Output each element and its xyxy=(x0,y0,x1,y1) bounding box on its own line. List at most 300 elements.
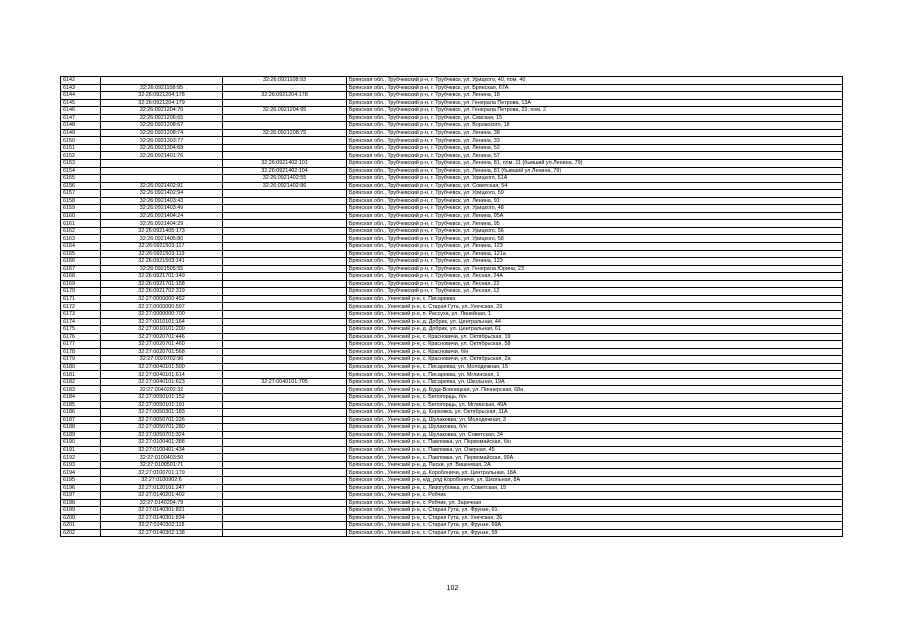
registry-table xyxy=(60,76,843,537)
table-row xyxy=(61,190,843,198)
row-number-cell: 6195 xyxy=(61,476,101,484)
table-row xyxy=(61,363,843,371)
cadastral-number-building-cell xyxy=(223,514,347,522)
row-number-cell: 6161 xyxy=(61,220,101,228)
cadastral-number-building-cell xyxy=(223,431,347,439)
cadastral-number-building-cell xyxy=(223,356,347,364)
table-row xyxy=(61,258,843,266)
cadastral-number-land-cell xyxy=(101,160,223,168)
address-cell: Брянская обл., Трубчевский р-н, г. Трубчевск, ул. Брянская, 67А xyxy=(347,84,843,92)
address-cell: Брянская обл., Трубчевский р-н, г. Трубчевск, ул. Ленина, 33 xyxy=(347,137,843,145)
cadastral-number-building-cell xyxy=(223,416,347,424)
table-row xyxy=(61,175,843,183)
address-cell: Брянская обл., Трубчевский р-н, г. Трубчевск, ул. Ленина, 123 xyxy=(347,258,843,266)
cadastral-number-building-cell xyxy=(223,152,347,160)
address-cell: Брянская обл., Унечский р-н, с. Красновичи, ул. Октябрьская, 19 xyxy=(347,333,843,341)
row-number-cell: 6169 xyxy=(61,280,101,288)
address-cell: Брянская обл., Трубчевский р-н, г. Трубчевск, ул. Урицкого, 59 xyxy=(347,190,843,198)
cadastral-number-building-cell xyxy=(223,469,347,477)
cadastral-number-land-cell: 32:26:0921404:24 xyxy=(101,212,223,220)
cadastral-number-land-cell xyxy=(101,77,223,85)
cadastral-number-building-cell: 32:26:0921208:75 xyxy=(223,129,347,137)
address-cell: Брянская обл., Трубчевский р-н, г. Трубчевск, ул. Ленина, 18 xyxy=(347,92,843,100)
cadastral-number-land-cell: 32:27:0010101:200 xyxy=(101,326,223,334)
cadastral-number-land-cell: 32:26:0921503:141 xyxy=(101,258,223,266)
address-cell: Брянская обл., Трубчевский р-н, г. Трубчевск, ул. Урицкого, 58 xyxy=(347,235,843,243)
cadastral-number-land-cell: 32:27:0140302:138 xyxy=(101,529,223,537)
cadastral-number-land-cell: 32:27:0020701:568 xyxy=(101,348,223,356)
cadastral-number-building-cell xyxy=(223,84,347,92)
cadastral-number-building-cell xyxy=(223,461,347,469)
row-number-cell: 6188 xyxy=(61,424,101,432)
address-cell: Брянская обл., Трубчевский р-н, г. Трубчевск, ул. Лесная, 22 xyxy=(347,280,843,288)
table-row xyxy=(61,137,843,145)
table-row xyxy=(61,182,843,190)
row-number-cell: 6192 xyxy=(61,454,101,462)
table-row xyxy=(61,205,843,213)
cadastral-number-land-cell: 32:27:0120101:247 xyxy=(101,484,223,492)
cadastral-number-land-cell: 32:27:0050101:191 xyxy=(101,401,223,409)
cadastral-number-building-cell xyxy=(223,250,347,258)
address-cell: Брянская обл., Унечский р-н, с. Старая Гута, ул. Унечская, 29 xyxy=(347,303,843,311)
row-number-cell: 6156 xyxy=(61,182,101,190)
cadastral-number-land-cell: 32:26:0921403:49 xyxy=(101,205,223,213)
address-cell: Брянская обл., Унечский р-н, с. Красновичи, ул. Октябрьская, 58 xyxy=(347,341,843,349)
address-cell: Брянская обл., Трубчевский р-н, г. Трубчевск, ул. Генерала Петрова, 23, пом. 2 xyxy=(347,107,843,115)
cadastral-number-land-cell: 32:27:0050301:183 xyxy=(101,409,223,417)
cadastral-number-land-cell: 32:26:0921701:158 xyxy=(101,280,223,288)
row-number-cell: 6149 xyxy=(61,129,101,137)
cadastral-number-building-cell xyxy=(223,265,347,273)
cadastral-number-building-cell xyxy=(223,318,347,326)
row-number-cell: 6189 xyxy=(61,431,101,439)
address-cell: Брянская обл., Трубчевский р-н, г. Трубчевск, ул. Ленина, 57 xyxy=(347,152,843,160)
address-cell: Брянская обл., Трубчевский р-н, г. Трубчевск, ул. Лесная, 12 xyxy=(347,288,843,296)
row-number-cell: 6160 xyxy=(61,212,101,220)
cadastral-number-building-cell xyxy=(223,144,347,152)
cadastral-number-land-cell: 32:27:0100403:50 xyxy=(101,454,223,462)
row-number-cell: 6180 xyxy=(61,363,101,371)
cadastral-number-land-cell: 32:27:0020701:460 xyxy=(101,341,223,349)
cadastral-number-land-cell: 32:27:0000000:700 xyxy=(101,310,223,318)
row-number-cell: 6155 xyxy=(61,175,101,183)
address-cell: Брянская обл., Унечский р-н, с. Писаревка, ул. Молодежная, 15 xyxy=(347,363,843,371)
table-row xyxy=(61,499,843,507)
cadastral-number-building-cell xyxy=(223,227,347,235)
cadastral-number-land-cell: 32:27:0140301:821 xyxy=(101,507,223,515)
address-cell: Брянская обл., Унечский р-н, с. Робчик, ул. Заречная xyxy=(347,499,843,507)
cadastral-number-building-cell xyxy=(223,371,347,379)
address-cell: Брянская обл., Унечский р-н, с. Лизогубовка, ул. Советская, 15 xyxy=(347,484,843,492)
address-cell: Брянская обл., Унечский р-н, с. Павловка, ул. Первомайская, 99А xyxy=(347,454,843,462)
table-row xyxy=(61,514,843,522)
cadastral-number-building-cell xyxy=(223,401,347,409)
table-row xyxy=(61,273,843,281)
table-row xyxy=(61,303,843,311)
address-cell: Брянская обл., Трубчевский р-н, г. Трубчевск, ул. Урицкого, 48 xyxy=(347,205,843,213)
row-number-cell: 6152 xyxy=(61,152,101,160)
cadastral-number-land-cell: 32:26:0921108:95 xyxy=(101,84,223,92)
row-number-cell: 6202 xyxy=(61,529,101,537)
table-row xyxy=(61,152,843,160)
cadastral-number-building-cell xyxy=(223,137,347,145)
cadastral-number-land-cell: 32:26:0921204:179 xyxy=(101,99,223,107)
cadastral-number-building-cell xyxy=(223,476,347,484)
cadastral-number-land-cell: 32:27:0040202:32 xyxy=(101,386,223,394)
page-number: 102 xyxy=(446,585,459,592)
address-cell: Брянская обл., Трубчевский р-н, г. Трубчевск, ул. Ленина, 123 xyxy=(347,243,843,251)
row-number-cell: 6190 xyxy=(61,439,101,447)
table-row xyxy=(61,265,843,273)
row-number-cell: 6174 xyxy=(61,318,101,326)
cadastral-number-land-cell: 32:26:0921403:43 xyxy=(101,197,223,205)
table-row xyxy=(61,77,843,85)
row-number-cell: 6201 xyxy=(61,522,101,530)
row-number-cell: 6183 xyxy=(61,386,101,394)
cadastral-number-building-cell xyxy=(223,454,347,462)
address-cell: Брянская обл., Унечский р-н, д. Корховка, ул. Октябрьская, 11А xyxy=(347,409,843,417)
cadastral-number-building-cell xyxy=(223,348,347,356)
row-number-cell: 6197 xyxy=(61,492,101,500)
cadastral-number-land-cell: 32:27:0040101:614 xyxy=(101,371,223,379)
row-number-cell: 6187 xyxy=(61,416,101,424)
cadastral-number-building-cell: 32:27:0040101:705 xyxy=(223,378,347,386)
cadastral-number-building-cell xyxy=(223,507,347,515)
cadastral-number-land-cell xyxy=(101,175,223,183)
table-row xyxy=(61,250,843,258)
cadastral-number-land-cell: 32:26:0921206:65 xyxy=(101,114,223,122)
cadastral-number-land-cell: 32:27:0040101:500 xyxy=(101,363,223,371)
address-cell: Брянская обл., Унечский р-н, с. Старая Гута, ул. Фрунзе, 61 xyxy=(347,507,843,515)
address-cell: Брянская обл., Унечский р-н, п. Рассуха, ул. Линейная, 1 xyxy=(347,310,843,318)
cadastral-number-building-cell xyxy=(223,522,347,530)
table-row xyxy=(61,416,843,424)
cadastral-number-land-cell: 32:27:0000000:597 xyxy=(101,303,223,311)
cadastral-number-building-cell: 32:26:0921402:86 xyxy=(223,182,347,190)
cadastral-number-building-cell xyxy=(223,341,347,349)
row-number-cell: 6200 xyxy=(61,514,101,522)
cadastral-number-building-cell: 32:26:0921402:104 xyxy=(223,167,347,175)
row-number-cell: 6153 xyxy=(61,160,101,168)
cadastral-number-building-cell xyxy=(223,529,347,537)
cadastral-number-building-cell: 32:26:0921108:93 xyxy=(223,77,347,85)
row-number-cell: 6162 xyxy=(61,227,101,235)
cadastral-number-building-cell xyxy=(223,439,347,447)
cadastral-number-building-cell xyxy=(223,303,347,311)
cadastral-number-building-cell: 32:26:0921402:101 xyxy=(223,160,347,168)
cadastral-number-land-cell: 32:26:0921405:173 xyxy=(101,227,223,235)
table-row xyxy=(61,476,843,484)
table-row xyxy=(61,122,843,130)
address-cell: Брянская обл., Унечский р-н, н/д_ряд Коробоничи, ул. Школьная, 8А xyxy=(347,476,843,484)
address-cell: Брянская обл., Унечский р-н, с. Писаревка, ул. Мглинская, 1 xyxy=(347,371,843,379)
cadastral-number-land-cell: 32:27:0010101:164 xyxy=(101,318,223,326)
cadastral-number-building-cell xyxy=(223,212,347,220)
cadastral-number-land-cell: 32:27:0100701:179 xyxy=(101,469,223,477)
table-row xyxy=(61,356,843,364)
table-row xyxy=(61,295,843,303)
table-row xyxy=(61,235,843,243)
cadastral-number-building-cell xyxy=(223,295,347,303)
row-number-cell: 6199 xyxy=(61,507,101,515)
row-number-cell: 6146 xyxy=(61,107,101,115)
row-number-cell: 6151 xyxy=(61,144,101,152)
address-cell: Брянская обл., Унечский р-н, с. Белогорщь, ул. Мглинская, 49А xyxy=(347,401,843,409)
row-number-cell: 6191 xyxy=(61,446,101,454)
cadastral-number-building-cell xyxy=(223,492,347,500)
cadastral-number-building-cell: 32:26:0921204:178 xyxy=(223,92,347,100)
address-cell: Брянская обл., Унечский р-н, д. Коробоничи, ул. Центральная, 18А xyxy=(347,469,843,477)
table-row xyxy=(61,401,843,409)
row-number-cell: 6163 xyxy=(61,235,101,243)
address-cell: Брянская обл., Унечский р-н, д. Пески, ул. Вишневая, 2А xyxy=(347,461,843,469)
row-number-cell: 6167 xyxy=(61,265,101,273)
cadastral-number-land-cell: 32:26:0921304:68 xyxy=(101,144,223,152)
cadastral-number-land-cell: 32:27:0020701:446 xyxy=(101,333,223,341)
row-number-cell: 6171 xyxy=(61,295,101,303)
row-number-cell: 6186 xyxy=(61,409,101,417)
cadastral-number-land-cell: 32:26:0921402:91 xyxy=(101,182,223,190)
address-cell: Брянская обл., Трубчевский р-н, г. Трубчевск, ул. Ленина, 95А xyxy=(347,212,843,220)
cadastral-number-building-cell: 32:26:0921402:55 xyxy=(223,175,347,183)
cadastral-number-land-cell: 32:27:0050101:152 xyxy=(101,393,223,401)
cadastral-number-land-cell: 32:26:0921303:77 xyxy=(101,137,223,145)
address-cell: Брянская обл., Унечский р-н, с. Старая Гута, ул. Фрунзе, 59 xyxy=(347,529,843,537)
row-number-cell: 6159 xyxy=(61,205,101,213)
cadastral-number-land-cell: 32:26:0921208:67 xyxy=(101,122,223,130)
cadastral-number-land-cell: 32:26:0921204:178 xyxy=(101,92,223,100)
row-number-cell: 6147 xyxy=(61,114,101,122)
cadastral-number-building-cell xyxy=(223,333,347,341)
cadastral-number-building-cell xyxy=(223,288,347,296)
row-number-cell: 6172 xyxy=(61,303,101,311)
cadastral-number-land-cell: 32:26:0921208:74 xyxy=(101,129,223,137)
table-row xyxy=(61,341,843,349)
address-cell: Брянская обл., Унечский р-н, с. Павловка, ул. Первомайская, б/н xyxy=(347,439,843,447)
cadastral-number-building-cell xyxy=(223,114,347,122)
address-cell: Брянская обл., Трубчевский р-н, г. Трубчевск, ул. Советская, 54 xyxy=(347,182,843,190)
cadastral-number-land-cell: 32:27:0140204:79 xyxy=(101,499,223,507)
address-cell: Брянская обл., Унечский р-н, д. Шулаковка, б/н xyxy=(347,424,843,432)
cadastral-number-land-cell: 32:27:0100401:388 xyxy=(101,439,223,447)
cadastral-number-building-cell xyxy=(223,197,347,205)
cadastral-number-land-cell: 32:27:0140301:834 xyxy=(101,514,223,522)
cadastral-number-land-cell: 32:27:0050701:226 xyxy=(101,416,223,424)
cadastral-number-land-cell: 32:27:0140302:118 xyxy=(101,522,223,530)
table-row xyxy=(61,409,843,417)
table-row xyxy=(61,129,843,137)
address-cell: Брянская обл., Унечский р-н, с. Красновичи, б/н xyxy=(347,348,843,356)
cadastral-number-building-cell xyxy=(223,326,347,334)
address-cell: Брянская обл., Унечский р-н, д. Добрик, ул. Центральная, 44 xyxy=(347,318,843,326)
cadastral-number-building-cell xyxy=(223,243,347,251)
cadastral-number-building-cell xyxy=(223,122,347,130)
table-row xyxy=(61,197,843,205)
address-cell: Брянская обл., Унечский р-н, с. Красновичи, ул. Октябрьская, 2а xyxy=(347,356,843,364)
address-cell: Брянская обл., Унечский р-н, с. Старая Гута, ул. Унечская, 26 xyxy=(347,514,843,522)
cadastral-number-land-cell: 32:26:0921702:319 xyxy=(101,288,223,296)
row-number-cell: 6170 xyxy=(61,288,101,296)
table-row xyxy=(61,160,843,168)
address-cell: Брянская обл., Трубчевский р-н, г. Трубчевск, ул. Ленина, 91 xyxy=(347,197,843,205)
row-number-cell: 6168 xyxy=(61,273,101,281)
cadastral-number-building-cell: 32:26:0921204:95 xyxy=(223,107,347,115)
row-number-cell: 6164 xyxy=(61,243,101,251)
table-row xyxy=(61,461,843,469)
table-row xyxy=(61,522,843,530)
table-row xyxy=(61,333,843,341)
table-row xyxy=(61,114,843,122)
address-cell: Брянская обл., Трубчевский р-н, г. Трубчевск, ул. Ленина, 81 (бывший ул.Ленина, 79) xyxy=(347,167,843,175)
table-row xyxy=(61,326,843,334)
cadastral-number-building-cell xyxy=(223,386,347,394)
cadastral-number-building-cell xyxy=(223,190,347,198)
cadastral-number-building-cell xyxy=(223,499,347,507)
address-cell: Брянская обл., Трубчевский р-н, г. Трубчевск, ул. Урицкого, 51А xyxy=(347,175,843,183)
table-body xyxy=(61,77,843,537)
row-number-cell: 6196 xyxy=(61,484,101,492)
table-row xyxy=(61,92,843,100)
cadastral-number-building-cell xyxy=(223,446,347,454)
address-cell: Брянская обл., Унечский р-н, с. Белогорщь, б/н xyxy=(347,393,843,401)
cadastral-number-land-cell: 32:26:0921503:117 xyxy=(101,243,223,251)
table-row xyxy=(61,439,843,447)
cadastral-number-land-cell: 32:26:0921405:80 xyxy=(101,235,223,243)
cadastral-number-land-cell: 32:27:0050701:280 xyxy=(101,424,223,432)
row-number-cell: 6185 xyxy=(61,401,101,409)
row-number-cell: 6173 xyxy=(61,310,101,318)
row-number-cell: 6193 xyxy=(61,461,101,469)
cadastral-number-land-cell: 32:27:0140201:402 xyxy=(101,492,223,500)
table-row xyxy=(61,469,843,477)
table-row xyxy=(61,529,843,537)
cadastral-number-building-cell xyxy=(223,258,347,266)
table-row xyxy=(61,167,843,175)
table-row xyxy=(61,144,843,152)
cadastral-number-land-cell: 32:27:0100401:434 xyxy=(101,446,223,454)
row-number-cell: 6166 xyxy=(61,258,101,266)
row-number-cell: 6194 xyxy=(61,469,101,477)
address-cell: Брянская обл., Унечский р-н, с. Павловка, ул. Озерная, 45 xyxy=(347,446,843,454)
cadastral-number-land-cell: 32:27:0100501:71 xyxy=(101,461,223,469)
address-cell: Брянская обл., Унечский р-н, д. Шулаковка, ул. Молодежная, 3 xyxy=(347,416,843,424)
cadastral-number-land-cell: 32:27:0020702:96 xyxy=(101,356,223,364)
table-row xyxy=(61,288,843,296)
address-cell: Брянская обл., Трубчевский р-н, г. Трубчевск, ул. Ленина, 81, пом. 11 (бывший ул.Ленина, 79) xyxy=(347,160,843,168)
table-row xyxy=(61,227,843,235)
cadastral-number-building-cell xyxy=(223,424,347,432)
cadastral-number-land-cell: 32:27:0050701:324 xyxy=(101,431,223,439)
address-cell: Брянская обл., Трубчевский р-н, г. Трубчевск, ул. Генерала Петрова, 13А xyxy=(347,99,843,107)
table-row xyxy=(61,446,843,454)
cadastral-number-building-cell xyxy=(223,363,347,371)
cadastral-number-land-cell: 32:26:0921401:76 xyxy=(101,152,223,160)
address-cell: Брянская обл., Трубчевский р-н, г. Трубчевск, ул. Севская, 15 xyxy=(347,114,843,122)
row-number-cell: 6148 xyxy=(61,122,101,130)
row-number-cell: 6157 xyxy=(61,190,101,198)
row-number-cell: 6198 xyxy=(61,499,101,507)
row-number-cell: 6154 xyxy=(61,167,101,175)
table-row xyxy=(61,348,843,356)
address-cell: Брянская обл., Трубчевский р-н, г. Трубчевск, ул. Лесная, 24А xyxy=(347,273,843,281)
cadastral-number-building-cell xyxy=(223,220,347,228)
cadastral-number-building-cell xyxy=(223,280,347,288)
table-row xyxy=(61,431,843,439)
address-cell: Брянская обл., Унечский р-н, д. Шулаковка, ул. Советская, 34 xyxy=(347,431,843,439)
address-cell: Брянская обл., Унечский р-н, с. Старая Гута, ул. Фрунзе, 69А xyxy=(347,522,843,530)
table-row xyxy=(61,280,843,288)
row-number-cell: 6181 xyxy=(61,371,101,379)
table-row xyxy=(61,212,843,220)
address-cell: Брянская обл., Трубчевский р-н, г. Трубчевск, ул. Урицкого, 56 xyxy=(347,227,843,235)
row-number-cell: 6184 xyxy=(61,393,101,401)
cadastral-number-building-cell xyxy=(223,99,347,107)
table-row xyxy=(61,107,843,115)
table-row xyxy=(61,454,843,462)
cadastral-number-land-cell: 32:26:0921503:119 xyxy=(101,250,223,258)
table-row xyxy=(61,424,843,432)
row-number-cell: 6144 xyxy=(61,92,101,100)
row-number-cell: 6176 xyxy=(61,333,101,341)
cadastral-number-land-cell: 32:26:0921505:55 xyxy=(101,265,223,273)
address-cell: Брянская обл., Трубчевский р-н, г. Трубчевск, ул. Воровского, 18 xyxy=(347,122,843,130)
table-row xyxy=(61,507,843,515)
cadastral-number-building-cell xyxy=(223,235,347,243)
cadastral-number-land-cell: 32:26:0921404:29 xyxy=(101,220,223,228)
row-number-cell: 6150 xyxy=(61,137,101,145)
row-number-cell: 6143 xyxy=(61,84,101,92)
table-row xyxy=(61,220,843,228)
table-row xyxy=(61,484,843,492)
cadastral-number-building-cell xyxy=(223,273,347,281)
table-row xyxy=(61,492,843,500)
cadastral-number-land-cell: 32:26:0921204:70 xyxy=(101,107,223,115)
row-number-cell: 6182 xyxy=(61,378,101,386)
row-number-cell: 6142 xyxy=(61,77,101,85)
cadastral-number-land-cell: 32:26:0921402:94 xyxy=(101,190,223,198)
cadastral-number-land-cell: 32:27:0040101:623 xyxy=(101,378,223,386)
address-cell: Брянская обл., Трубчевский р-н, г. Трубчевск, ул. Урицкого, 40, пом. 40 xyxy=(347,77,843,85)
address-cell: Брянская обл., Трубчевский р-н, г. Трубчевск, ул. Ленина, 38 xyxy=(347,129,843,137)
row-number-cell: 6179 xyxy=(61,356,101,364)
row-number-cell: 6175 xyxy=(61,326,101,334)
address-cell: Брянская обл., Унечский р-н, д. Буда-Вовницкая, ул. Пионерская, 68а xyxy=(347,386,843,394)
address-cell: Брянская обл., Трубчевский р-н, г. Трубчевск, ул. Ленина, 121а xyxy=(347,250,843,258)
cadastral-number-building-cell xyxy=(223,310,347,318)
row-number-cell: 6165 xyxy=(61,250,101,258)
table-row xyxy=(61,393,843,401)
row-number-cell: 6145 xyxy=(61,99,101,107)
address-cell: Брянская обл., Трубчевский р-н, г. Трубчевск, ул. Ленина, 95 xyxy=(347,220,843,228)
table-row xyxy=(61,310,843,318)
row-number-cell: 6178 xyxy=(61,348,101,356)
cadastral-number-land-cell: 32:27:0000000:452 xyxy=(101,295,223,303)
cadastral-number-land-cell: 32:27:0100902:6 xyxy=(101,476,223,484)
row-number-cell: 6158 xyxy=(61,197,101,205)
table-row xyxy=(61,386,843,394)
row-number-cell: 6177 xyxy=(61,341,101,349)
table-row xyxy=(61,84,843,92)
table-row xyxy=(61,371,843,379)
address-cell: Брянская обл., Унечский р-н, д. Добрик, ул. Центральная, 61 xyxy=(347,326,843,334)
address-cell: Брянская обл., Трубчевский р-н, г. Трубчевск, ул. Генерала Юрина, 23 xyxy=(347,265,843,273)
table-row xyxy=(61,99,843,107)
table-row xyxy=(61,378,843,386)
cadastral-number-building-cell xyxy=(223,393,347,401)
address-cell: Брянская обл., Унечский р-н, с. Писаревка xyxy=(347,295,843,303)
table-row xyxy=(61,243,843,251)
address-cell: Брянская обл., Трубчевский р-н, г. Трубчевск, ул. Ленина, 52 xyxy=(347,144,843,152)
